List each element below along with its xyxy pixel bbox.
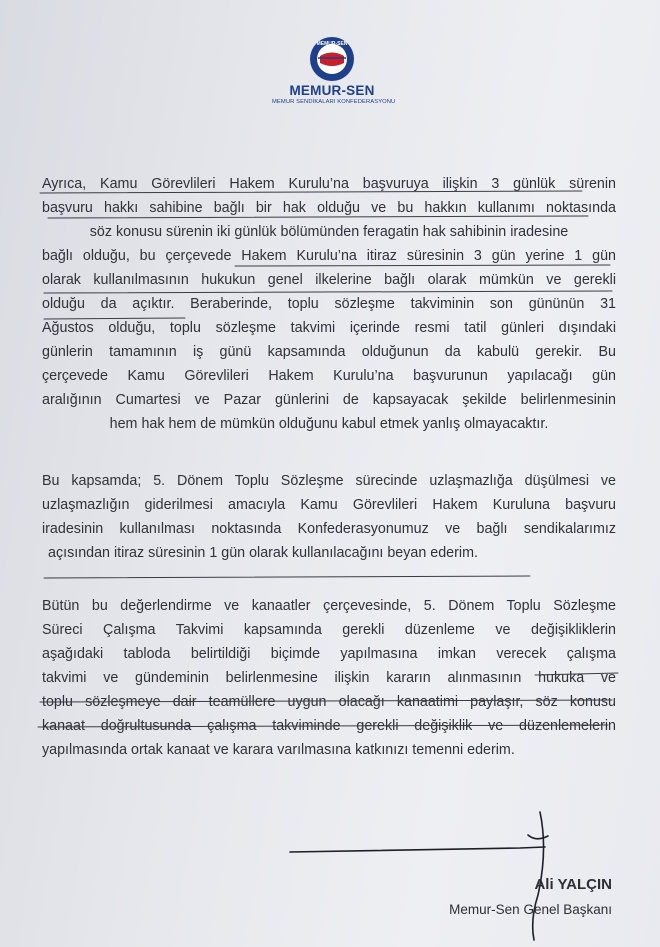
paragraph-line: olarak kullanılmasının hukukun genel ilkelerine bağlı olarak mümkün ve gerekli bbox=[42, 272, 616, 288]
paragraph-line: söz konusu sürenin iki günlük bölümünden feragatin hak sahibinin iradesine bbox=[89, 224, 569, 240]
paragraph-line: takvimi ve gündeminin belirlenmesine ilişkin kararın alınmasının hukuka ve bbox=[42, 670, 616, 686]
paragraph-line: aşağıdaki tabloda belirtildiği biçimde yapılmasına imkan verecek çalışma bbox=[42, 646, 616, 662]
paragraph-line: Ayrıca, Kamu Görevlileri Hakem Kurulu’na başvuruya ilişkin 3 günlük sürenin bbox=[42, 176, 616, 192]
underline-mark bbox=[44, 576, 530, 578]
logo-ring-text: MEMUR-SEN bbox=[316, 41, 348, 47]
paragraph-line: bağlı olduğu, bu çerçevede Hakem Kurulu’na itiraz süresinin 3 gün yerine 1 gün bbox=[42, 248, 616, 264]
org-name: MEMUR-SEN bbox=[289, 83, 375, 98]
paragraph-line: hem hak hem de mümkün olduğunu kabul etmek yanlış olmayacaktır. bbox=[109, 416, 549, 432]
paragraph-1 bbox=[42, 172, 616, 436]
paragraph-2 bbox=[42, 469, 616, 565]
paragraph-line: olduğu da açıktır. Beraberinde, toplu sözleşme takviminin son gününün 31 bbox=[42, 296, 616, 312]
paragraph-line: Süreci Çalışma Takvimi kapsamında gerekli düzenleme ve değişikliklerin bbox=[42, 622, 616, 638]
signer-name: Ali YALÇIN bbox=[534, 876, 612, 893]
paragraph-3 bbox=[42, 594, 616, 762]
paragraph-line: günlerin tamamının iş günü kapsamında olduğunun da kabulü gerekir. Bu bbox=[42, 344, 616, 360]
org-subtitle: MEMUR SENDİKALARI KONFEDERASYONU bbox=[272, 99, 396, 105]
paragraph-line: toplu sözleşmeye dair teamüllere uygun olacağı kanaatimi paylaşır, söz konusu bbox=[42, 694, 616, 710]
memur-sen-logo bbox=[272, 36, 396, 106]
paragraph-line: açısından itiraz süresinin 1 gün olarak kullanılacağını beyan ederim. bbox=[48, 545, 478, 561]
paragraph-line: Bu kapsamda; 5. Dönem Toplu Sözleşme sürecinde uzlaşmazlığa düşülmesi ve bbox=[42, 473, 616, 489]
paragraph-line: uzlaşmazlığın giderilmesi amacıyla Kamu Görevlileri Hakem Kuruluna başvuru bbox=[42, 497, 616, 513]
paragraph-line: aralığının Cumartesi ve Pazar günlerini de kapsayacak şekilde belirlenmesinin bbox=[42, 392, 616, 408]
paragraph-line: çerçevede Kamu Görevlileri Hakem Kurulu’na başvurunun yapılacağı gün bbox=[42, 368, 616, 384]
paragraph-line: yapılmasında ortak kanaat ve karara varılmasına katkınızı temenni ederim. bbox=[42, 742, 515, 758]
paragraph-line: başvuru hakkı sahibine bağlı bir hak olduğu ve bu hakkın kullanımı noktasında bbox=[42, 200, 616, 216]
paragraph-line: Ağustos olduğu, toplu sözleşme takvimi içerinde resmi tatil günleri dışındaki bbox=[42, 320, 616, 336]
signer-title: Memur-Sen Genel Başkanı bbox=[449, 902, 612, 917]
paragraph-line: Bütün bu değerlendirme ve kanaatler çerçevesinde, 5. Dönem Toplu Sözleşme bbox=[42, 598, 616, 614]
memur-sen-emblem-icon bbox=[309, 36, 355, 82]
paragraph-line: kanaat doğrultusunda çalışma takviminde gerekli değişiklik ve düzenlemelerin bbox=[42, 718, 616, 734]
paragraph-line: iradesinin kullanılması noktasında Konfederasyonumuz ve bağlı sendikalarımız bbox=[42, 521, 616, 537]
